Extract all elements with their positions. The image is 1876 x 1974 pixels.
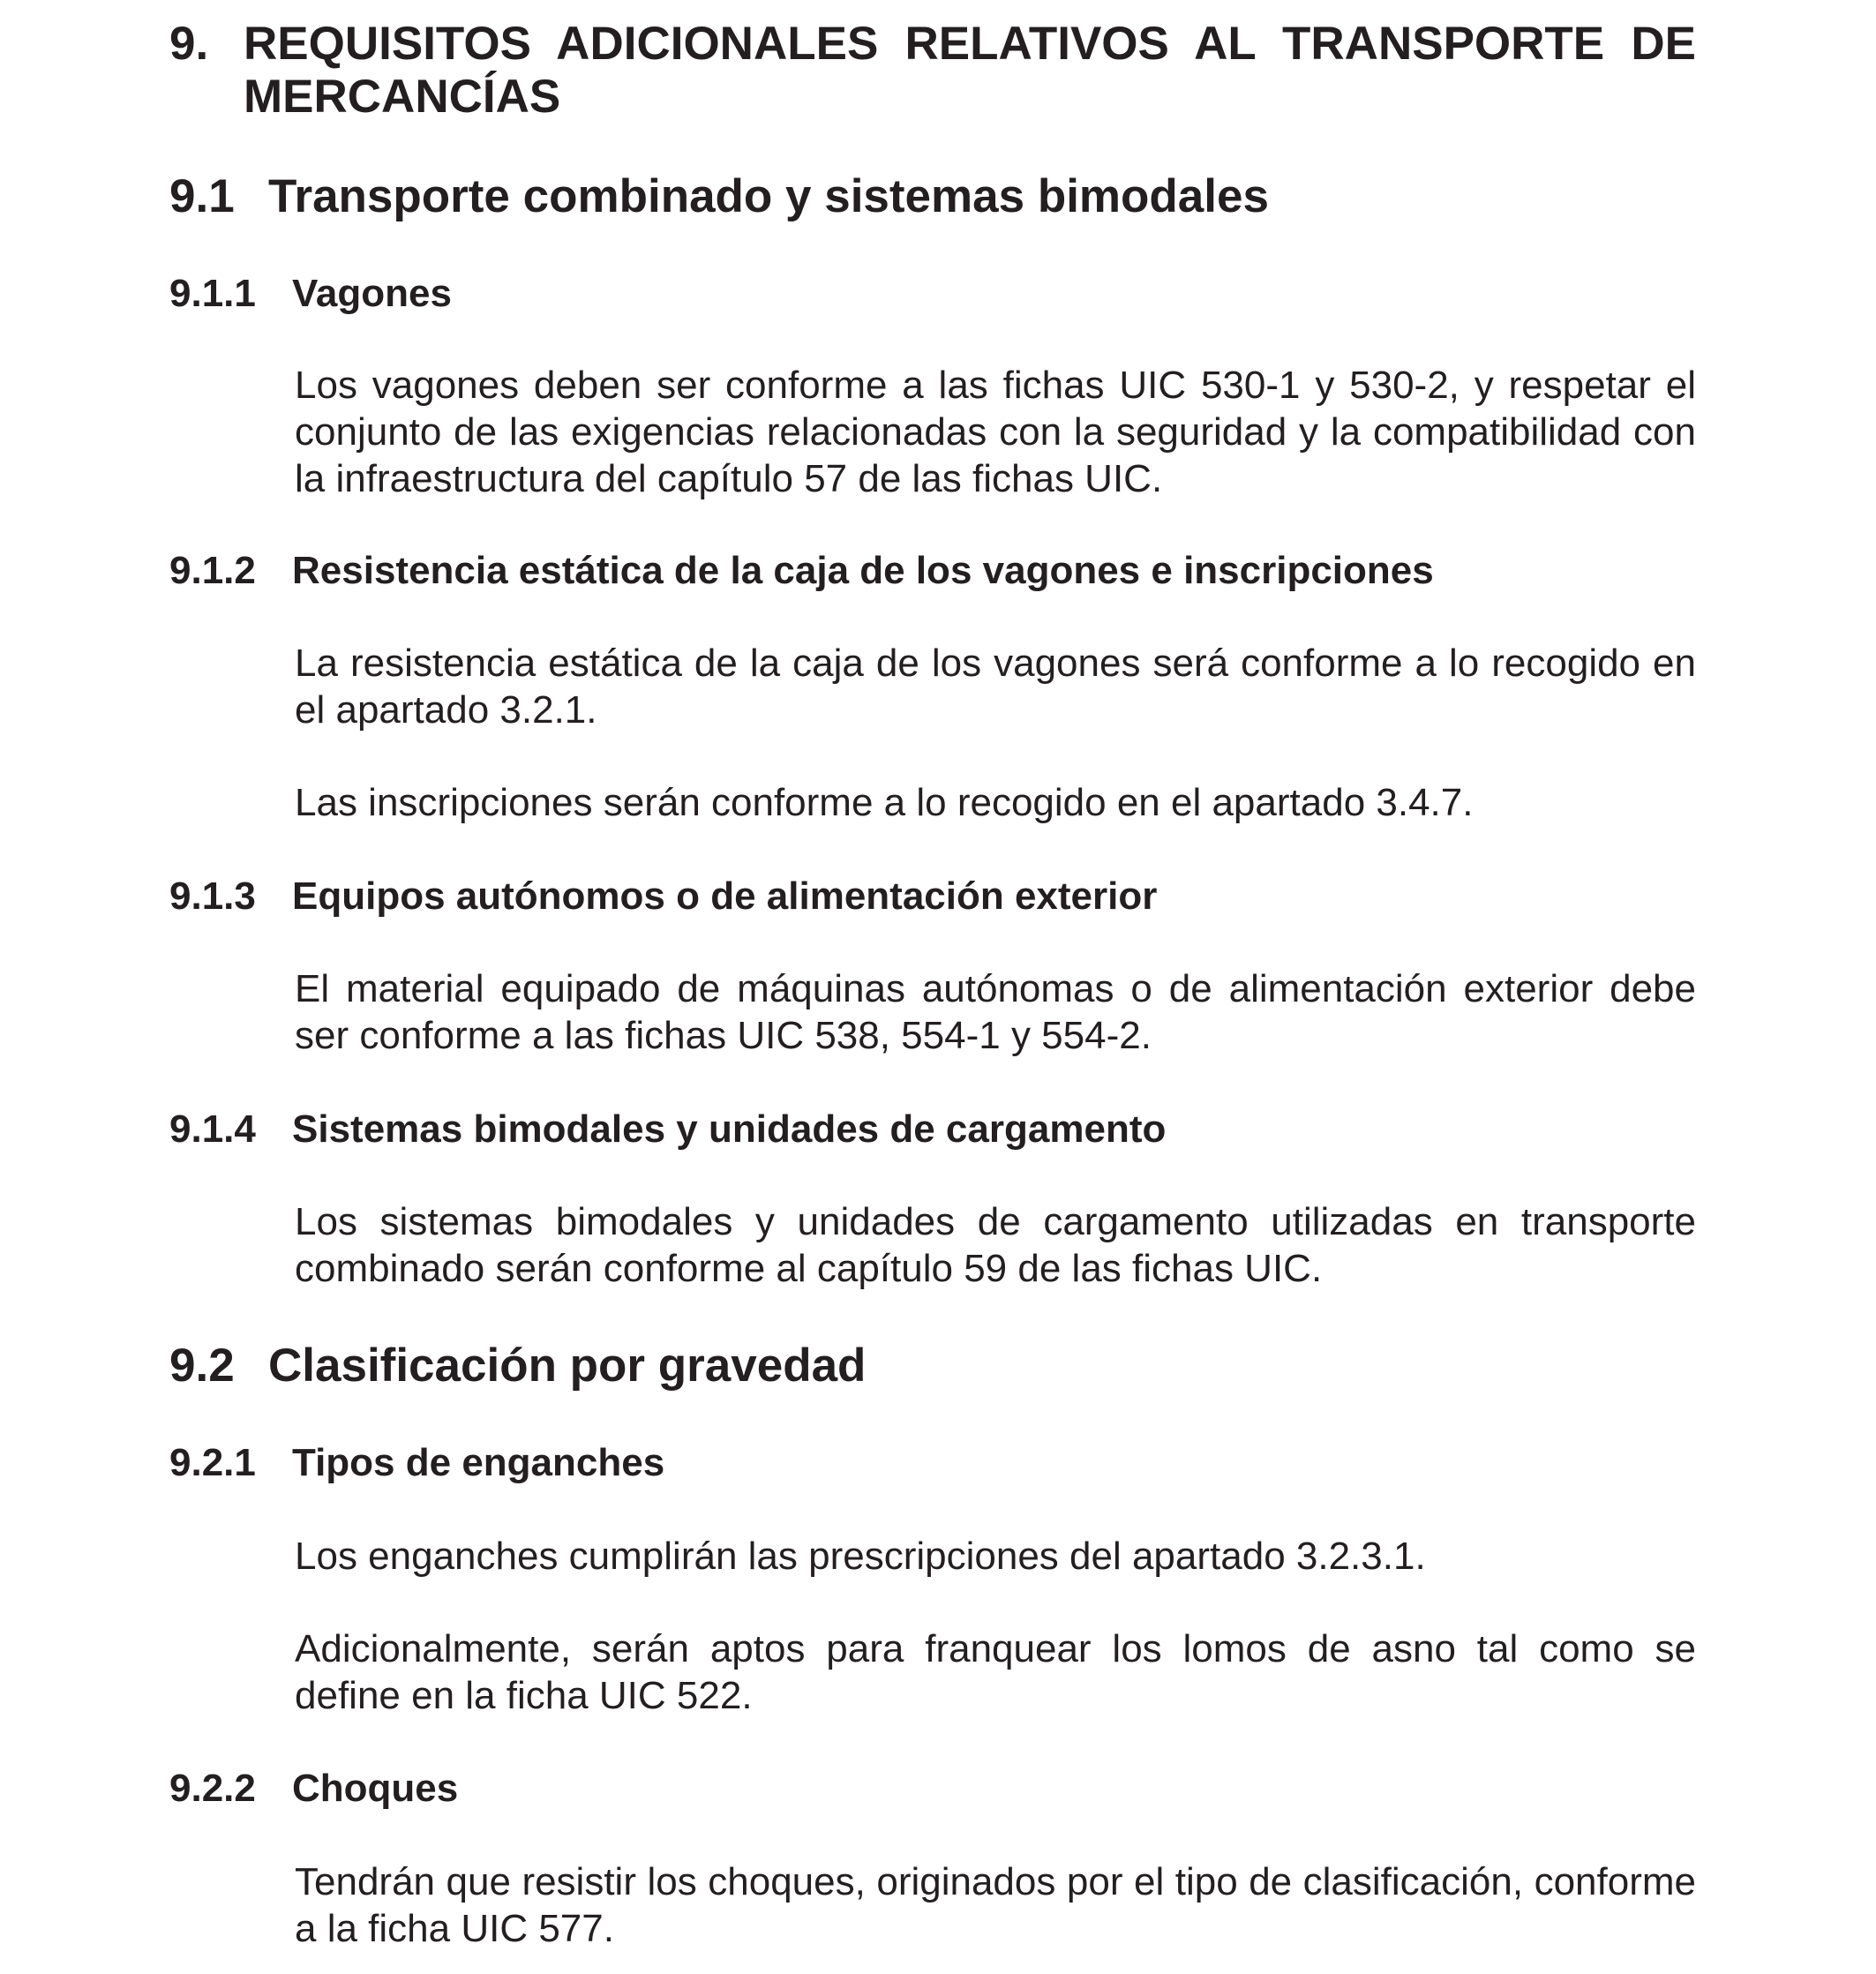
- subsection-heading-9-2-2: [169, 1766, 458, 1812]
- subsection-title: Choques: [292, 1767, 459, 1810]
- subsection-heading-9-1-1: [169, 271, 452, 317]
- section-title: Clasificación por gravedad: [268, 1340, 867, 1392]
- paragraph: Las inscripciones serán conforme a lo recogido en el apartado 3.4.7.: [295, 781, 1474, 824]
- paragraph: Tendrán que resistir los choques, originados por el tipo de clasificación, conforme a la ficha UIC 577.: [295, 1860, 1696, 1950]
- chapter-heading: [169, 18, 1696, 124]
- chapter-title: REQUISITOS ADICIONALES RELATIVOS AL TRANSPORTE DE MERCANCÍAS: [244, 18, 1696, 123]
- subsection-heading-9-1-2: [169, 548, 1434, 594]
- subsection-title: Equipos autónomos o de alimentación exterior: [292, 874, 1158, 918]
- subsection-number: 9.1.2: [169, 549, 256, 592]
- section-title: Transporte combinado y sistemas bimodales: [268, 170, 1269, 222]
- subsection-title: Tipos de enganches: [292, 1441, 665, 1484]
- subsection-number: 9.1.1: [169, 272, 256, 315]
- subsection-heading-9-1-4: [169, 1107, 1166, 1152]
- subsection-heading-9-2-1: [169, 1440, 664, 1486]
- subsection-number: 9.2.2: [169, 1767, 256, 1810]
- subsection-title: Vagones: [292, 272, 452, 315]
- paragraph: Adicionalmente, serán aptos para franquear los lomos de asno tal como se define en la ficha UIC 522.: [295, 1627, 1696, 1717]
- section-heading-9-2: [169, 1340, 866, 1392]
- paragraph: La resistencia estática de la caja de los vagones será conforme a lo recogido en el apartado 3.2.1.: [295, 642, 1696, 732]
- section-number: 9.2: [169, 1340, 235, 1392]
- paragraph: Los sistemas bimodales y unidades de cargamento utilizadas en transporte combinado serán conforme al capítulo 59 de las fichas UIC.: [295, 1200, 1696, 1290]
- section-heading-9-1: [169, 170, 1269, 223]
- paragraph: Los vagones deben ser conforme a las fichas UIC 530-1 y 530-2, y respetar el conjunto de las exigencias relacionadas con la seguridad y la compatibilidad con la infraestructura del capítulo 57 de las fichas UIC.: [295, 364, 1696, 500]
- subsection-number: 9.1.4: [169, 1107, 256, 1151]
- chapter-number: 9.: [169, 18, 209, 70]
- subsection-number: 9.1.3: [169, 874, 256, 918]
- subsection-title: Resistencia estática de la caja de los vagones e inscripciones: [292, 549, 1434, 592]
- section-number: 9.1: [169, 170, 235, 222]
- paragraph: Los enganches cumplirán las prescripciones del apartado 3.2.3.1.: [295, 1535, 1426, 1578]
- subsection-heading-9-1-3: [169, 874, 1157, 919]
- subsection-title: Sistemas bimodales y unidades de cargamento: [292, 1107, 1167, 1151]
- subsection-number: 9.2.1: [169, 1441, 256, 1484]
- paragraph: El material equipado de máquinas autónomas o de alimentación exterior debe ser conforme a las fichas UIC 538, 554-1 y 554-2.: [295, 967, 1696, 1057]
